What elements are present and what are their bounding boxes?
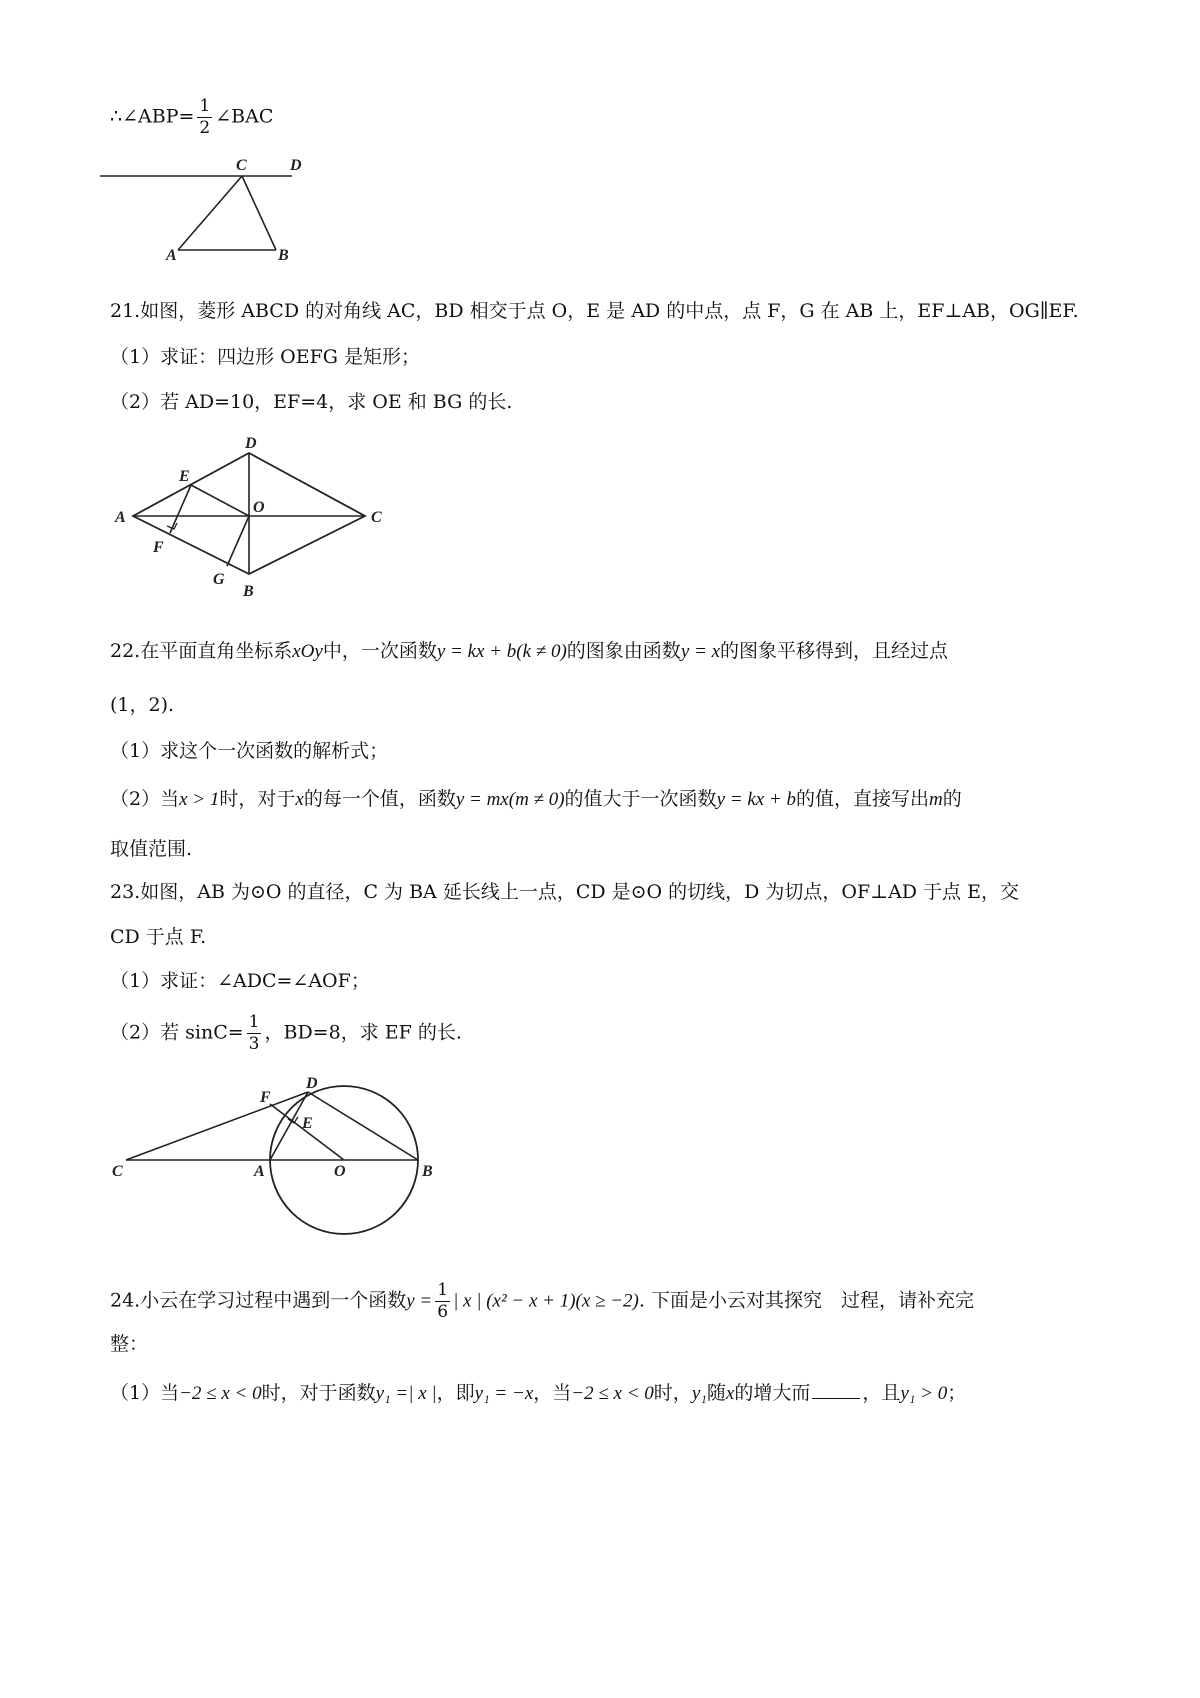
therefore-text: ∴∠ABP= [110,105,195,128]
figure-circle-tangent [108,1068,448,1268]
label-A: A [166,247,177,264]
label-B: B [422,1163,433,1180]
label-A: A [254,1163,265,1180]
label-G: G [213,571,225,588]
q23-part1: （1）求证：∠ADC=∠AOF； [110,970,370,992]
q24-part1: （1）当−2 ≤ x < 0时，对于函数y₁ =| x |，即y₁ = −x，当−2 ≤ x < 0时，y₁随x的增大而 ，且y₁ > 0； [110,1382,967,1404]
fraction-sixth: $\frac{1}{6}$ [437,1280,449,1322]
math-linear-func: y = kx + b(k ≠ 0) [436,641,567,662]
label-O: O [253,499,265,516]
q22-part2-cont: 取值范围. [110,838,193,860]
answer-blank[interactable] [812,1398,860,1399]
label-C: C [112,1163,123,1180]
q22-part1: （1）求这个一次函数的解析式； [110,740,389,762]
math-xoy: xOy [292,641,323,662]
figure-rhombus [105,428,405,608]
math-y-eq-x: y = x [680,641,720,662]
label-C: C [236,157,247,174]
fraction-half: $\frac{1}{2}$ [199,96,211,138]
label-D: D [306,1075,318,1092]
q24-stem-cont: 整： [110,1333,149,1355]
therefore-rest: ∠BAC [215,105,274,128]
figure-triangle-line [100,150,330,270]
q22-part2: （2）当x > 1时，对于x的每一个值，函数y = mx(m ≠ 0)的值大于一次函数y = kx + b的值，直接写出m的 [110,788,962,810]
label-F: F [153,539,164,556]
q22-point: (1，2). [110,694,175,716]
q21-part2: （2）若 AD=10，EF=4，求 OE 和 BG 的长. [110,391,513,413]
label-A: A [115,509,126,526]
label-F: F [260,1089,271,1106]
label-D: D [290,157,302,174]
q21-part1: （1）求证：四边形 OEFG 是矩形； [110,346,420,368]
therefore-line [110,98,273,137]
label-O: O [334,1163,346,1180]
q24-stem: 24.小云在学习过程中遇到一个函数y = $\frac{1}{6}$ | x | (x² − x + 1)(x ≥ −2). 下面是小云对其探究 过程，请补充完 [110,1280,974,1322]
q23-stem-cont: CD 于点 F. [110,926,207,948]
label-E: E [302,1115,313,1132]
label-B: B [278,247,289,264]
label-D: D [245,435,257,452]
q23-stem: 23.如图，AB 为⊙O 的直径，C 为 BA 延长线上一点，CD 是⊙O 的切线，D 为切点，OF⊥AD 于点 E，交 [110,881,1019,903]
fraction-third: $\frac{1}{3}$ [248,1012,260,1054]
q23-part2: （2）若 sinC= $\frac{1}{3}$ ，BD=8，求 EF 的长. [110,1012,462,1054]
label-E: E [179,468,190,485]
label-B: B [243,583,254,600]
label-C: C [371,509,382,526]
q22-stem: 22.在平面直角坐标系xOy中，一次函数y = kx + b(k ≠ 0)的图象由函数y = x的图象平移得到，且经过点 [110,640,949,662]
q21-stem: 21.如图，菱形 ABCD 的对角线 AC，BD 相交于点 O，E 是 AD 的中点，点 F，G 在 AB 上，EF⊥AB，OG∥EF. [110,300,1079,322]
